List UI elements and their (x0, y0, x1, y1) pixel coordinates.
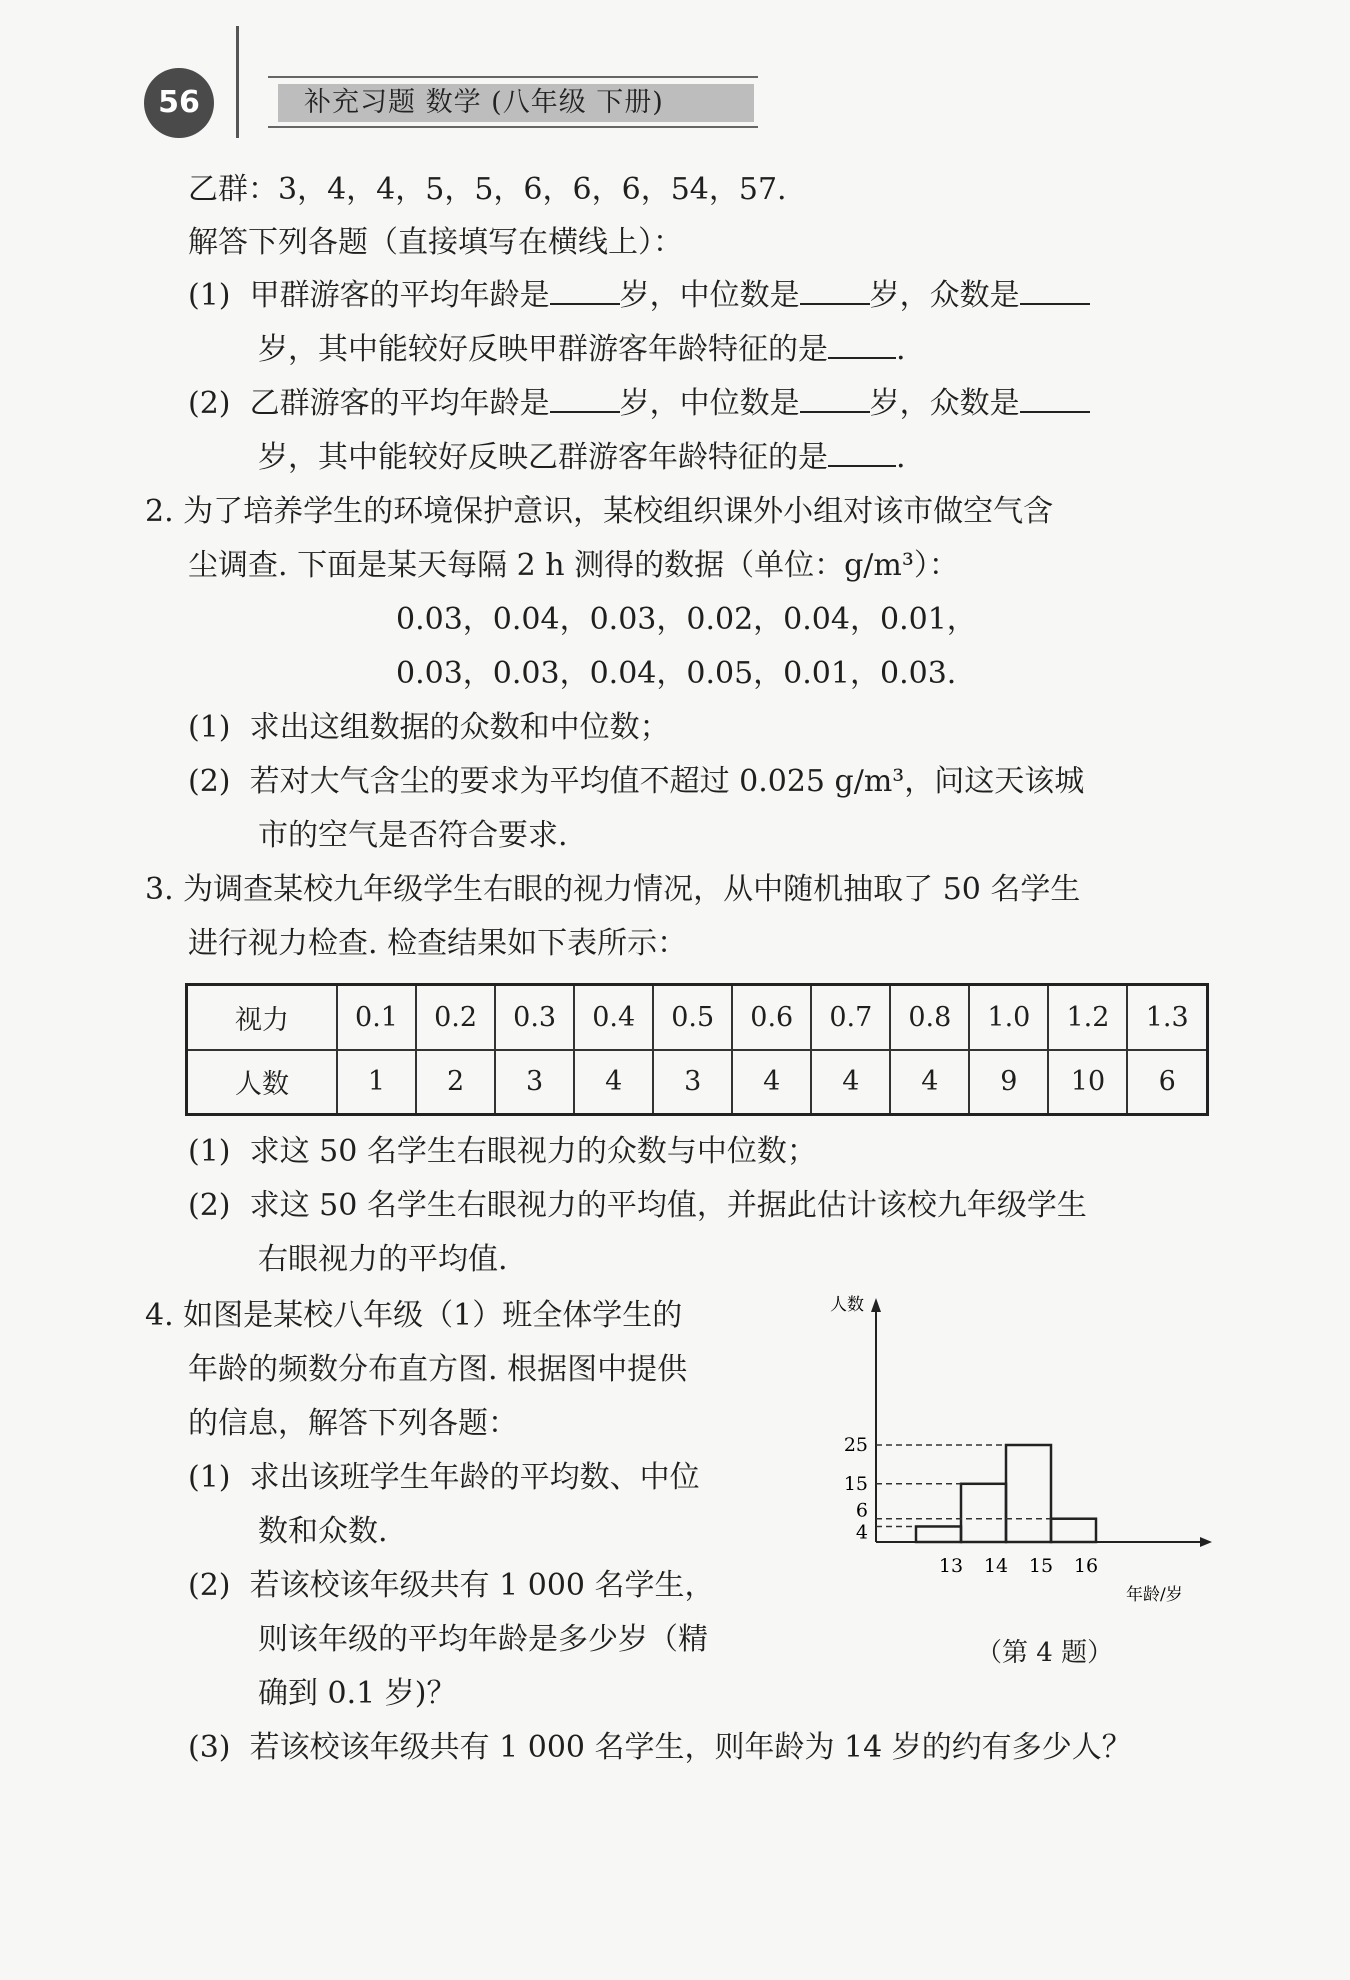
answer-blank[interactable] (828, 331, 896, 359)
q4-stem-line1: 4. 如图是某校八年级（1）班全体学生的 (145, 1298, 683, 1333)
table-cell: 2 (416, 1050, 495, 1115)
table-row (187, 1050, 1208, 1115)
y-axis-label: 人数 (830, 1295, 864, 1315)
table-cell: 1.2 (1048, 985, 1127, 1050)
table-cell: 10 (1048, 1050, 1127, 1115)
table-cell: 0.8 (890, 985, 969, 1050)
answer-blank[interactable] (800, 385, 870, 413)
q2-part1: (1) 求出这组数据的众数和中位数； (188, 710, 670, 745)
age-histogram (820, 1290, 1220, 1620)
table-row-header: 人数 (187, 1050, 338, 1115)
table-cell: 1.0 (969, 985, 1048, 1050)
x-tick-label: 13 (938, 1555, 964, 1577)
vision-table (185, 983, 1209, 1116)
table-cell: 0.5 (653, 985, 732, 1050)
q2-part2-line2: 市的空气是否符合要求. (258, 818, 568, 853)
header-divider (236, 26, 239, 138)
histogram-bar (961, 1484, 1006, 1542)
q4-part3: (3) 若该校该年级共有 1 000 名学生，则年龄为 14 岁的约有多少人？ (188, 1730, 1132, 1765)
q1-part1-line1: (1) 甲群游客的平均年龄是 岁，中位数是 岁，众数是 (188, 276, 1090, 316)
table-cell: 4 (890, 1050, 969, 1115)
histogram-bar (916, 1526, 961, 1542)
q1-part2-line2: 岁，其中能较好反映乙群游客年龄特征的是 . (258, 440, 906, 475)
q4-part1-line1: (1) 求出该班学生年龄的平均数、中位 (188, 1460, 700, 1495)
histogram-bar (1051, 1519, 1096, 1542)
answer-blank[interactable] (1020, 385, 1090, 413)
q3-stem-line2: 进行视力检查. 检查结果如下表所示： (188, 926, 688, 961)
q4-part2-line2: 则该年级的平均年龄是多少岁（精 (258, 1622, 708, 1657)
table-cell: 4 (811, 1050, 890, 1115)
q4-stem-line3: 的信息，解答下列各题： (188, 1406, 518, 1441)
table-cell: 3 (653, 1050, 732, 1115)
table-cell: 4 (732, 1050, 811, 1115)
y-tick-label: 15 (843, 1472, 868, 1495)
answer-blank[interactable] (828, 439, 896, 467)
answer-blank[interactable] (550, 277, 620, 305)
answer-blank[interactable] (1020, 277, 1090, 305)
page-number-badge: 56 (144, 68, 214, 138)
yi-group-data: 乙群：3，4，4，5，5，6，6，6，54，57. (188, 172, 787, 207)
table-row-header: 视力 (187, 985, 338, 1050)
y-axis-arrow (871, 1298, 881, 1312)
table-cell: 3 (495, 1050, 574, 1115)
x-axis-label: 年龄/岁 (1126, 1585, 1183, 1605)
q2-part2-line1: (2) 若对大气含尘的要求为平均值不超过 0.025 g/m³，问这天该城 (188, 764, 1085, 799)
table-row (187, 985, 1208, 1050)
x-tick-label: 16 (1073, 1555, 1099, 1577)
q3-part2-line1: (2) 求这 50 名学生右眼视力的平均值，并据此估计该校九年级学生 (188, 1188, 1087, 1223)
q4-part2-line3: 确到 0.1 岁)？ (258, 1676, 457, 1711)
histogram-bar (1006, 1445, 1051, 1542)
q4-part2-line1: (2) 若该校该年级共有 1 000 名学生， (188, 1568, 715, 1603)
header-rule-bottom (268, 126, 758, 128)
q2-stem-line2: 尘调查. 下面是某天每隔 2 h 测得的数据（单位：g/m³）： (188, 548, 959, 583)
q1-part1-line2: 岁，其中能较好反映甲群游客年龄特征的是 . (258, 332, 906, 367)
q4-stem-line2: 年龄的频数分布直方图. 根据图中提供 (188, 1352, 688, 1387)
q2-data-line2: 0.03，0.03，0.04，0.05，0.01，0.03. (396, 656, 957, 691)
table-cell: 0.1 (337, 985, 416, 1050)
header-rule-top (268, 76, 758, 78)
q1-part2-line1: (2) 乙群游客的平均年龄是 岁，中位数是 岁，众数是 (188, 384, 1090, 424)
answer-instructions: 解答下列各题（直接填写在横线上）： (188, 225, 683, 260)
answer-blank[interactable] (550, 385, 620, 413)
table-cell: 6 (1127, 1050, 1207, 1115)
table-cell: 1 (337, 1050, 416, 1115)
q3-part2-line2: 右眼视力的平均值. (258, 1242, 508, 1277)
answer-blank[interactable] (800, 277, 870, 305)
y-tick-label: 25 (843, 1434, 868, 1456)
table-cell: 4 (574, 1050, 653, 1115)
table-cell: 0.7 (811, 985, 890, 1050)
figure-caption: （第 4 题） (976, 1638, 1114, 1668)
q2-stem-line1: 2. 为了培养学生的环境保护意识，某校组织课外小组对该市做空气含 (145, 494, 1054, 529)
running-header-title: 补充习题 数学 (八年级 下册) (278, 84, 754, 122)
table-cell: 9 (969, 1050, 1048, 1115)
y-tick-label: 4 (855, 1521, 868, 1544)
y-tick-label: 6 (855, 1499, 868, 1522)
q3-part1: (1) 求这 50 名学生右眼视力的众数与中位数； (188, 1134, 817, 1169)
x-tick-label: 14 (983, 1555, 1009, 1577)
q2-data-line1: 0.03，0.04，0.03，0.02，0.04，0.01， (396, 602, 977, 637)
table-cell: 0.3 (495, 985, 574, 1050)
q4-part1-line2: 数和众数. (258, 1514, 388, 1549)
q3-stem-line1: 3. 为调查某校九年级学生右眼的视力情况，从中随机抽取了 50 名学生 (145, 872, 1081, 907)
table-cell: 0.2 (416, 985, 495, 1050)
x-axis-arrow (1200, 1537, 1212, 1547)
table-cell: 0.4 (574, 985, 653, 1050)
table-cell: 0.6 (732, 985, 811, 1050)
table-cell: 1.3 (1127, 985, 1207, 1050)
x-tick-label: 15 (1028, 1555, 1054, 1577)
